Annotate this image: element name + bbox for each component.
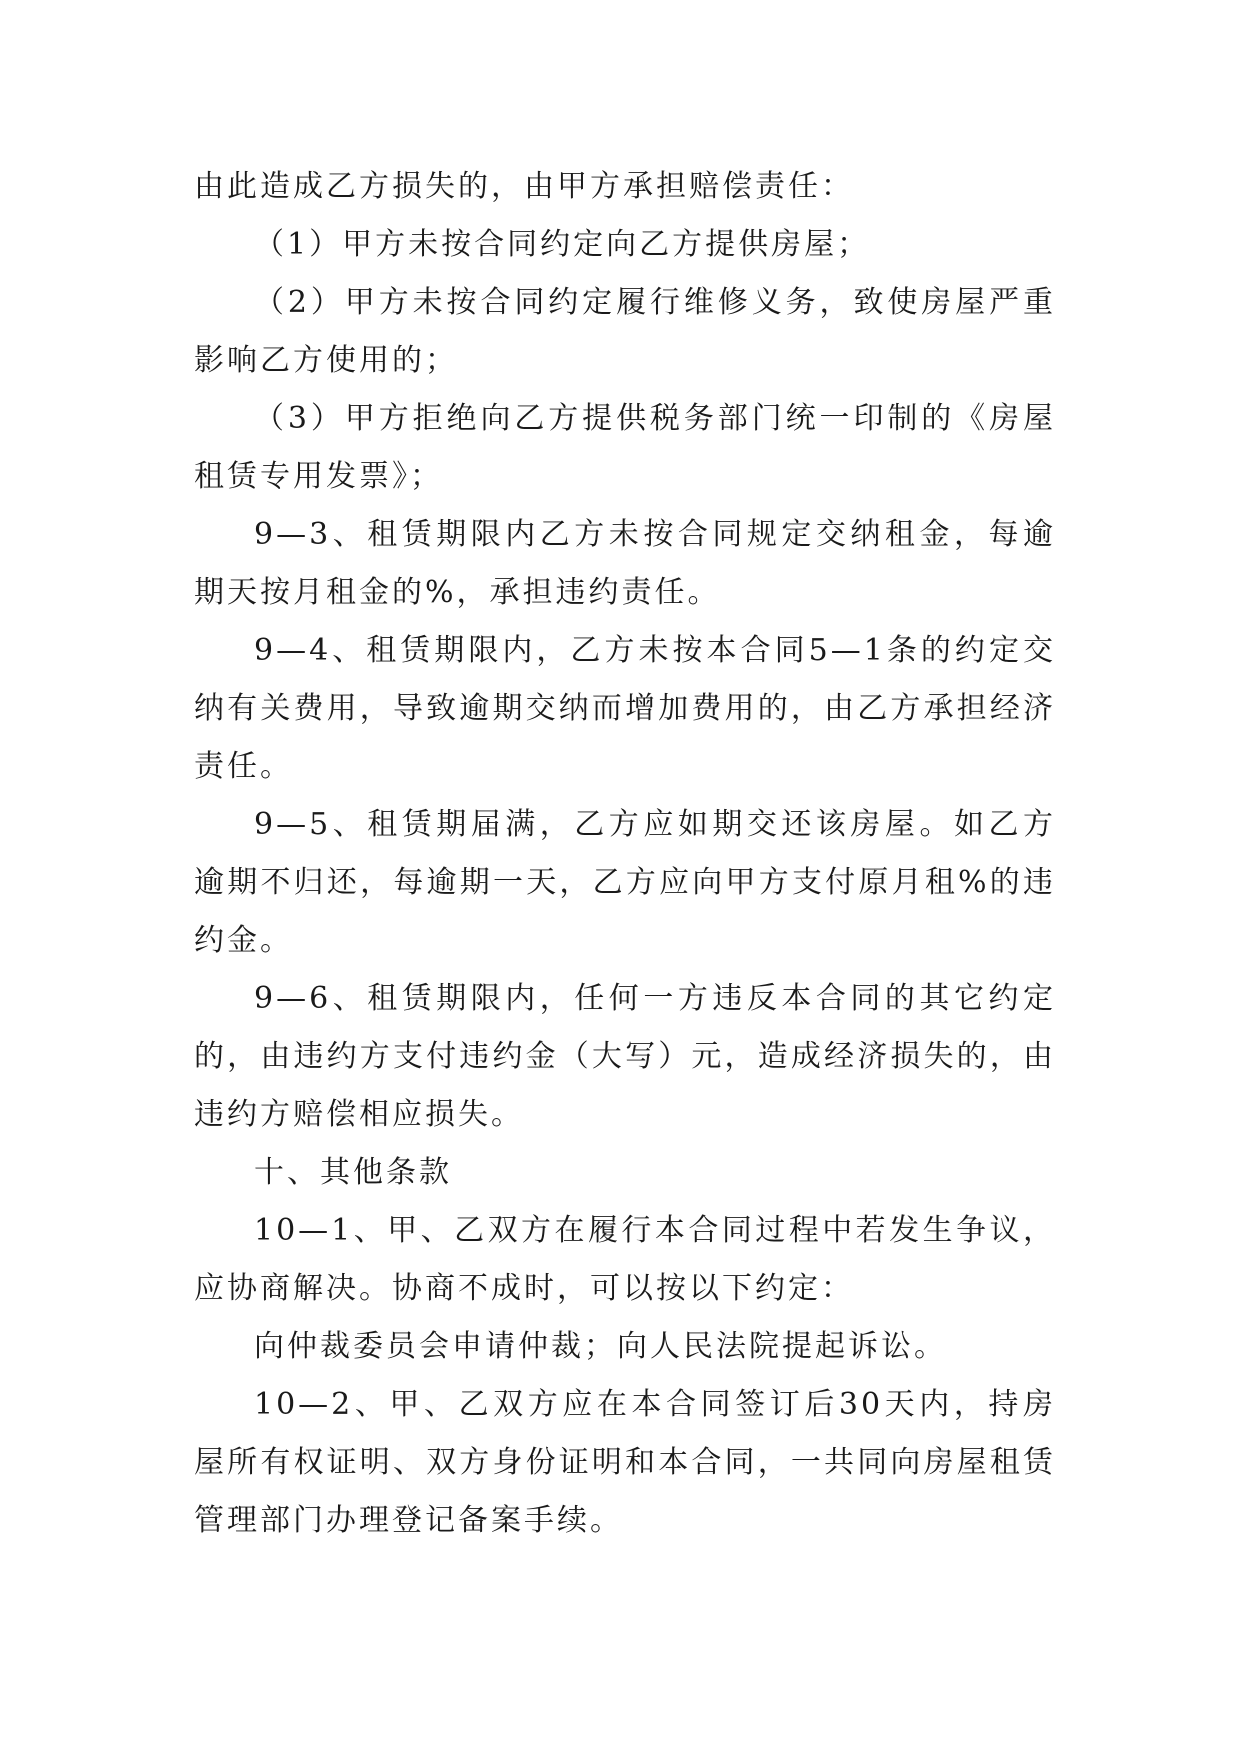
paragraph-clause-9-6: 9—6、租赁期限内，任何一方违反本合同的其它约定的，由违约方支付违约金（大写）元，造成经济损失的，由违约方赔偿相应损失。 xyxy=(194,981,1056,1132)
paragraph-clause-9-4: 9—4、租赁期限内，乙方未按本合同5—1条的约定交纳有关费用，导致逾期交纳而增加费用的，由乙方承担经济责任。 xyxy=(194,633,1056,784)
paragraph-item-3: （3）甲方拒绝向乙方提供税务部门统一印制的《房屋租赁专用发票》； xyxy=(194,401,1056,494)
paragraph-dispute-options: 向仲裁委员会申请仲裁；向人民法院提起诉讼。 xyxy=(254,1329,947,1364)
paragraph-item-1: （1）甲方未按合同约定向乙方提供房屋； xyxy=(254,227,871,262)
paragraph-continuation: 由此造成乙方损失的，由甲方承担赔偿责任： xyxy=(194,169,854,204)
paragraph-clause-10-1: 10—1、甲、乙双方在履行本合同过程中若发生争议，应协商解决。协商不成时，可以按以下约定： xyxy=(194,1213,1056,1306)
paragraph-clause-10-2: 10—2、甲、乙双方应在本合同签订后30天内，持房屋所有权证明、双方身份证明和本合同，一共同向房屋租赁管理部门办理登记备案手续。 xyxy=(194,1387,1056,1538)
paragraph-item-2: （2）甲方未按合同约定履行维修义务，致使房屋严重影响乙方使用的； xyxy=(194,285,1056,378)
paragraph-clause-9-5: 9—5、租赁期届满，乙方应如期交还该房屋。如乙方逾期不归还，每逾期一天，乙方应向甲方支付原月租%的违约金。 xyxy=(194,807,1056,958)
document-body xyxy=(194,158,1056,1550)
section-heading-other-terms: 十、其他条款 xyxy=(254,1155,452,1190)
paragraph-clause-9-3: 9—3、租赁期限内乙方未按合同规定交纳租金，每逾期天按月租金的%，承担违约责任。 xyxy=(194,517,1056,610)
